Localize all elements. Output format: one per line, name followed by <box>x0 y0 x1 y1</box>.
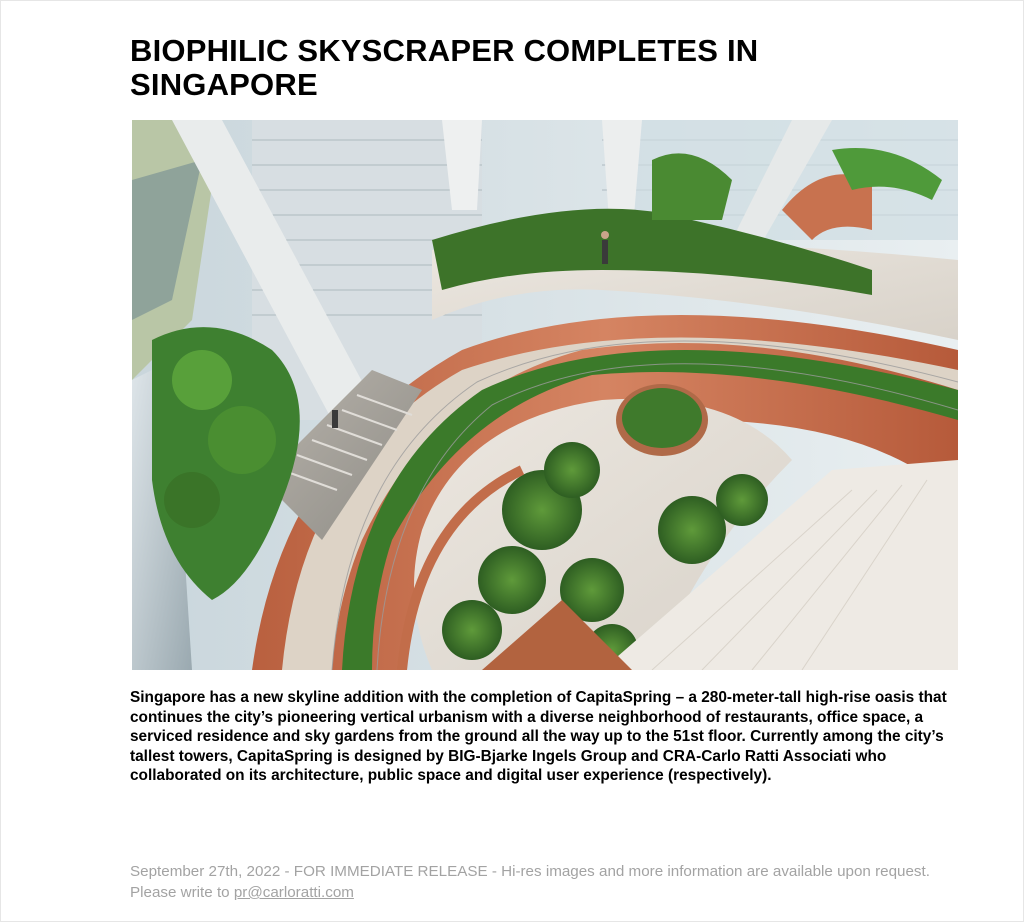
hero-image <box>132 120 958 670</box>
article-title: BIOPHILIC SKYSCRAPER COMPLETES IN SINGAPORE <box>130 33 759 102</box>
press-release-footer <box>130 861 950 903</box>
footer-text: September 27th, 2022 - FOR IMMEDIATE RELEASE - Hi-res images and more information are available upon request. Please write to <box>130 863 930 901</box>
article-body: Singapore has a new skyline addition with the completion of CapitaSpring – a 280-meter-tall high-rise oasis that continues the city’s pioneering vertical urbanism with a diverse neighborhood of restaurants, office space, a serviced residence and sky gardens from the ground all the way up to the 51st floor. Currently among the city’s tallest towers, CapitaSpring is designed by BIG-Bjarke Ingels Group and CRA-Carlo Ratti Associati who collaborated on its architecture, public space and digital user experience (respectively). <box>130 689 947 785</box>
sky-garden-illustration <box>132 120 958 670</box>
email-link[interactable]: pr@carloratti.com <box>233 884 354 901</box>
